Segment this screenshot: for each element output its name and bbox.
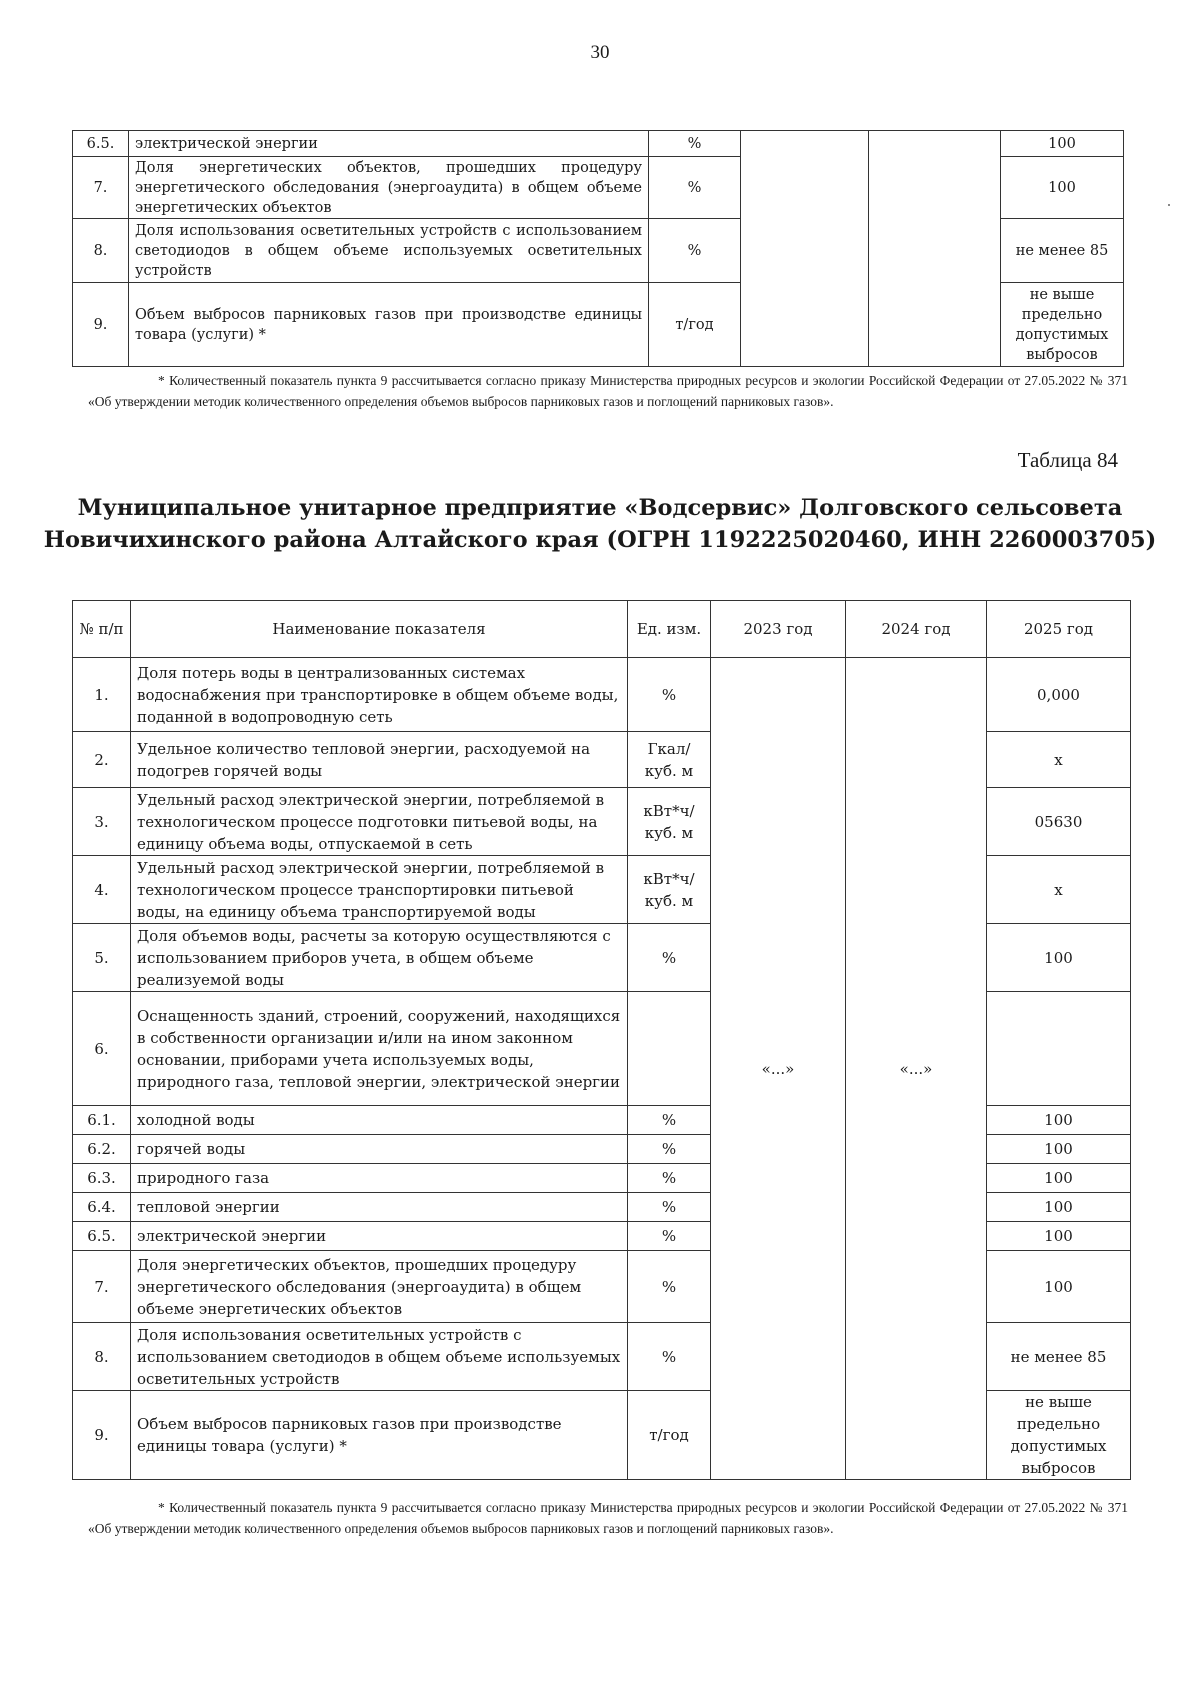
unit-of-measure: % (628, 1164, 711, 1193)
value-2025: не выше предельно допустимых выбросов (987, 1391, 1131, 1480)
unit-of-measure: % (628, 1106, 711, 1135)
row-number: 8. (73, 1323, 131, 1391)
unit-of-measure: % (649, 157, 741, 219)
indicator-name: Доля энергетических объектов, прошедших процедуру энергетического обследования (энергоаудита) в общем объеме энергетических объектов (131, 1251, 628, 1323)
indicator-name: Удельный расход электрической энергии, потребляемой в технологическом процессе подготовки питьевой воды, на единицу объема воды, отпускаемой в сеть (131, 788, 628, 856)
table-label: Таблица 84 (1017, 448, 1118, 472)
row-number: 6.5. (73, 1222, 131, 1251)
scan-artifact (1168, 204, 1170, 206)
indicator-name: электрической энергии (131, 1222, 628, 1251)
row-number: 6. (73, 992, 131, 1106)
continued-table (72, 130, 1124, 367)
value-2025: 100 (987, 1251, 1131, 1323)
header-num: № п/п (73, 601, 131, 658)
table-row (73, 131, 1124, 157)
value-2025: 100 (987, 1135, 1131, 1164)
row-number: 6.5. (73, 131, 129, 157)
unit-of-measure: % (628, 1251, 711, 1323)
header-2023: 2023 год (711, 601, 846, 658)
row-number: 8. (73, 219, 129, 283)
value-2024-merged: «...» (846, 658, 987, 1480)
footnote-bottom (88, 1497, 1128, 1539)
table-header-row (73, 601, 1131, 658)
footnote-top (88, 370, 1128, 412)
row-number: 6.4. (73, 1193, 131, 1222)
unit-of-measure: % (628, 1222, 711, 1251)
row-number: 7. (73, 1251, 131, 1323)
unit-of-measure: кВт*ч/куб. м (628, 856, 711, 924)
value-2025: х (987, 732, 1131, 788)
indicator-name: Объем выбросов парниковых газов при производстве единицы товара (услуги) * (131, 1391, 628, 1480)
indicator-name: природного газа (131, 1164, 628, 1193)
value-2025: не менее 85 (1001, 219, 1124, 283)
organization-title (0, 492, 1200, 556)
header-unit: Ед. изм. (628, 601, 711, 658)
unit-of-measure: Гкал/куб. м (628, 732, 711, 788)
indicator-name: Доля использования осветительных устройств с использованием светодиодов в общем объеме используемых осветительных устройств (129, 219, 649, 283)
indicator-name: Удельное количество тепловой энергии, расходуемой на подогрев горячей воды (131, 732, 628, 788)
unit-of-measure: т/год (649, 283, 741, 367)
value-2025: 0,000 (987, 658, 1131, 732)
header-2024: 2024 год (846, 601, 987, 658)
value-2023 (741, 131, 869, 367)
indicator-name: Удельный расход электрической энергии, потребляемой в технологическом процессе транспортировки питьевой воды, на единицу объема транспортируемой воды (131, 856, 628, 924)
indicator-name: Объем выбросов парниковых газов при производстве единицы товара (услуги) * (129, 283, 649, 367)
row-number: 2. (73, 732, 131, 788)
value-2025: х (987, 856, 1131, 924)
row-number: 6.2. (73, 1135, 131, 1164)
unit-of-measure: % (649, 219, 741, 283)
value-2025: не менее 85 (987, 1323, 1131, 1391)
indicator-name: Доля потерь воды в централизованных системах водоснабжения при транспортировке в общем объеме воды, поданной в водопроводную сеть (131, 658, 628, 732)
organization-title-line1: Муниципальное унитарное предприятие «Водсервис» Долговского сельсовета (77, 495, 1123, 521)
table-row (73, 658, 1131, 732)
value-2025: 100 (987, 1106, 1131, 1135)
indicator-name: Доля объемов воды, расчеты за которую осуществляются с использованием приборов учета, в общем объеме реализуемой воды (131, 924, 628, 992)
unit-of-measure: т/год (628, 1391, 711, 1480)
row-number: 4. (73, 856, 131, 924)
indicator-name: холодной воды (131, 1106, 628, 1135)
indicators-table (72, 600, 1131, 1480)
indicator-name: Оснащенность зданий, строений, сооружений, находящихся в собственности организации и/или на ином законном основании, приборами учета используемых воды, природного газа, тепловой энергии, электрической энергии (131, 992, 628, 1106)
indicator-name: Доля энергетических объектов, прошедших процедуру энергетического обследования (энергоаудита) в общем объеме энергетических объектов (129, 157, 649, 219)
organization-title-line2: Новичихинского района Алтайского края (ОГРН 1192225020460, ИНН 2260003705) (43, 527, 1157, 553)
value-2025: 100 (987, 924, 1131, 992)
unit-of-measure: % (628, 924, 711, 992)
value-2025: 100 (987, 1222, 1131, 1251)
row-number: 6.3. (73, 1164, 131, 1193)
unit-of-measure (628, 992, 711, 1106)
row-number: 7. (73, 157, 129, 219)
indicator-name: тепловой энергии (131, 1193, 628, 1222)
unit-of-measure: % (628, 1193, 711, 1222)
row-number: 6.1. (73, 1106, 131, 1135)
value-2025: 100 (987, 1164, 1131, 1193)
header-name: Наименование показателя (131, 601, 628, 658)
value-2025: 100 (1001, 157, 1124, 219)
value-2023-merged: «...» (711, 658, 846, 1480)
unit-of-measure: % (628, 658, 711, 732)
unit-of-measure: % (649, 131, 741, 157)
row-number: 3. (73, 788, 131, 856)
indicator-name: горячей воды (131, 1135, 628, 1164)
row-number: 1. (73, 658, 131, 732)
value-2025: 100 (987, 1193, 1131, 1222)
unit-of-measure: % (628, 1323, 711, 1391)
page-number: 30 (590, 42, 610, 63)
unit-of-measure: кВт*ч/куб. м (628, 788, 711, 856)
row-number: 9. (73, 283, 129, 367)
value-2025 (987, 992, 1131, 1106)
value-2025: 100 (1001, 131, 1124, 157)
row-number: 9. (73, 1391, 131, 1480)
indicator-name: Доля использования осветительных устройств с использованием светодиодов в общем объеме используемых осветительных устройств (131, 1323, 628, 1391)
indicator-name: электрической энергии (129, 131, 649, 157)
unit-of-measure: % (628, 1135, 711, 1164)
row-number: 5. (73, 924, 131, 992)
value-2025: не выше предельно допустимых выбросов (1001, 283, 1124, 367)
header-2025: 2025 год (987, 601, 1131, 658)
value-2024 (869, 131, 1001, 367)
value-2025: 05630 (987, 788, 1131, 856)
footnote-top-text: * Количественный показатель пункта 9 рассчитывается согласно приказу Министерства природных ресурсов и экологии Российской Федерации от 27.05.2022 № 371 «Об утверждении методик количественного определения объемов выбросов парниковых газов и поглощений парниковых газов». (88, 373, 1128, 409)
footnote-bottom-text: * Количественный показатель пункта 9 рассчитывается согласно приказу Министерства природных ресурсов и экологии Российской Федерации от 27.05.2022 № 371 «Об утверждении методик количественного определения объемов выбросов парниковых газов и поглощений парниковых газов». (88, 1500, 1128, 1536)
